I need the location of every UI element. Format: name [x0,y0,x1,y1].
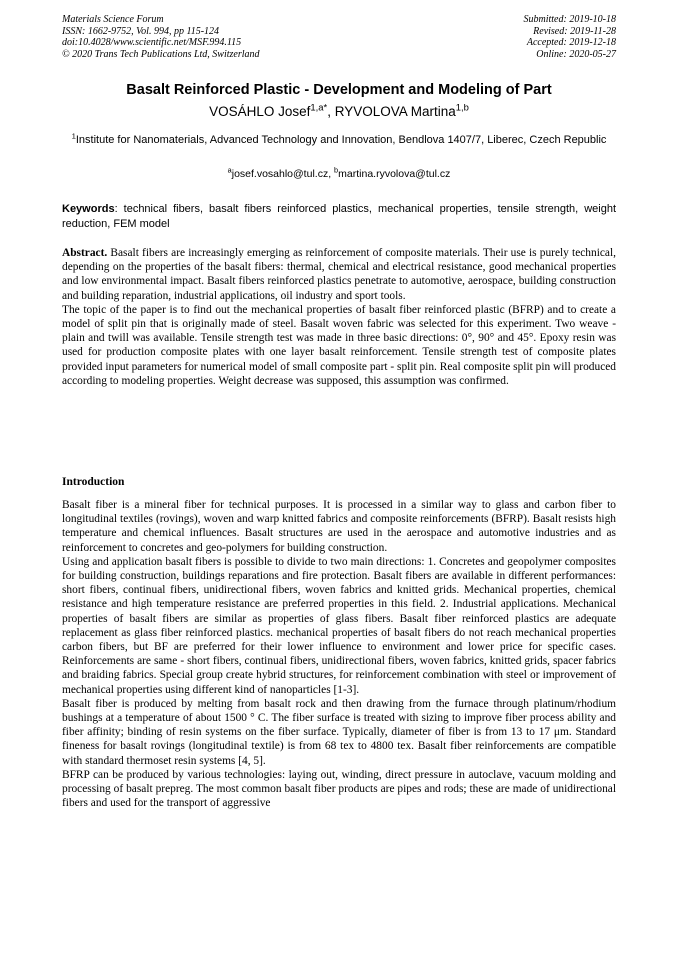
author-affiliation-mark: 1,a* [310,102,328,114]
abstract-label: Abstract. [62,247,108,259]
journal-info [62,14,260,60]
journal-issn: ISSN: 1662-9752, Vol. 994, pp 115-124 [62,25,220,37]
abstract-text: Basalt fibers are increasingly emerging as reinforcement of composite materials. Their use is purely technical, depending on the properties of the basalt fibers: thermal, chemical and electrical resistance, good mechanical properties and low environmental impact. Basalt fibers reinforced plastics penetrate to automotive, aerospace, building construction and building reparation, industrial applications, oil industry and sport tools. [62,247,616,302]
author-emails [0,165,678,180]
author-list [0,104,678,119]
abstract [62,246,616,388]
email-link[interactable]: josef.vosahlo@tul.cz [231,168,329,180]
date-revised: Revised: 2019-11-28 [533,25,616,37]
abstract-paragraph: The topic of the paper is to find out the mechanical properties of basalt fiber reinforced plastic (BFRP) and to create a model of split pin that is originally made of steel. Basalt woven fabric was selected for this experiment. Two weave - plain and twill was available. Tensile strength test was made in three basic directions: 0°, 90° and 45°. Epoxy resin was used for production composite plates with one layer basalt reinforcement. Tensile strength test of composite plates provided input parameters for numerical model of small composite part - split pin. Real composite split pin will produced according to modeling properties. Weight decrease was supposed, this assumption was confirmed. [62,303,616,387]
keywords-text: : technical fibers, basalt fibers reinforced plastics, mechanical properties, tensile strength, weight reduction, FEM model [62,203,616,230]
author-separator: , [327,104,335,119]
body-paragraph: Using and application basalt fibers is possible to divide to two main directions: 1. Concretes and geopolymer composites for building construction, buildings reparations and fire protection. Basalt fibers are available in different performances: short fibers, continual fibers, unidirectional fibers, woven fabrics and knitted grids. Mechanical properties, chemical resistance and high temperature resistance are preferred properties in this field. 2. Industrial applications. Mechanical properties of basalt fibers are similar as properties of glass fibers. Basalt fiber reinforced plastics are adequate replacement as glass fiber reinforced plastics. mechanical properties of basalt fibers do not reach mechanical properties carbon fibers, but BF are preferred for their lower influence to environment and lower price for specific cases. Reinforcements are same - short fibers, continual fibers, unidirectional fibers, woven fabrics, knitted grids, spacer fabrics and braiding fabrics. Special group create hybrid structures, for reinforcement combination with steel or improvement of mechanical properties using different kind of nanoparticles [1-3]. [62,555,616,696]
author-affiliation-mark: 1,b [455,102,469,114]
date-accepted: Accepted: 2019-12-18 [526,37,616,48]
journal-doi: doi:10.4028/www.scientific.net/MSF.994.115 [62,37,242,48]
body-paragraph: Basalt fiber is a mineral fiber for technical purposes. It is processed in a similar way to glass and carbon fiber to longitudinal textiles (rovings), woven and warp knitted fabrics and composite reinforcements (BFRP). Basalt resists high temperature and chemical influences. Basalt structures are used in the aerospace and automotive industries and as reinforcement to concretes and geo-polymers for building construction. [62,499,616,554]
email-separator: , [328,168,335,180]
author-name: VOSÁHLO Josef [209,104,311,119]
keywords [62,202,616,231]
email-link[interactable]: martina.ryvolova@tul.cz [338,168,451,180]
introduction-body [62,498,616,810]
journal-name: Materials Science Forum [62,14,164,25]
keywords-label: Keywords [62,203,115,215]
author-name: RYVOLOVA Martina [334,104,456,119]
body-paragraph: BFRP can be produced by various technologies: laying out, winding, direct pressure in autoclave, vacuum molding and processing of basalt prepreg. The most common basalt fiber products are pipes and rods; these are made of unidirectional fibers and used for the transport of aggressive [62,768,616,810]
email-mark: a [227,165,232,175]
date-submitted: Submitted: 2019-10-18 [523,14,616,25]
affiliation-text: Institute for Nanomaterials, Advanced Technology and Innovation, Bendlova 1407/7, Liberec, Czech Republic [75,134,607,146]
section-heading-introduction: Introduction [62,476,125,488]
date-online: Online: 2020-05-27 [536,48,616,60]
journal-copyright: © 2020 Trans Tech Publications Ltd, Switzerland [62,48,260,60]
paper-title: Basalt Reinforced Plastic - Development and Modeling of Part [126,82,552,98]
email-mark: b [334,165,339,175]
body-paragraph: Basalt fiber is produced by melting from basalt rock and then drawing from the furnace through platinum/rhodium bushings at a temperature of about 1500 ° C. The fiber surface is treated with sizing to improve fiber process ability and fiber affinity; binding of resin systems on the fiber surface. Typically, diameter of fiber is from 13 to 17 μm. Standard fineness for basalt rovings (longitudinal textile) is from 68 tex to 4800 tex. Basalt fiber reinforcements are compatible with standard thermoset resin systems [4, 5]. [62,697,616,767]
affiliation-mark: 1 [71,131,76,141]
abstract-paragraph [62,246,616,303]
affiliation [62,133,616,148]
submission-dates [524,14,617,60]
